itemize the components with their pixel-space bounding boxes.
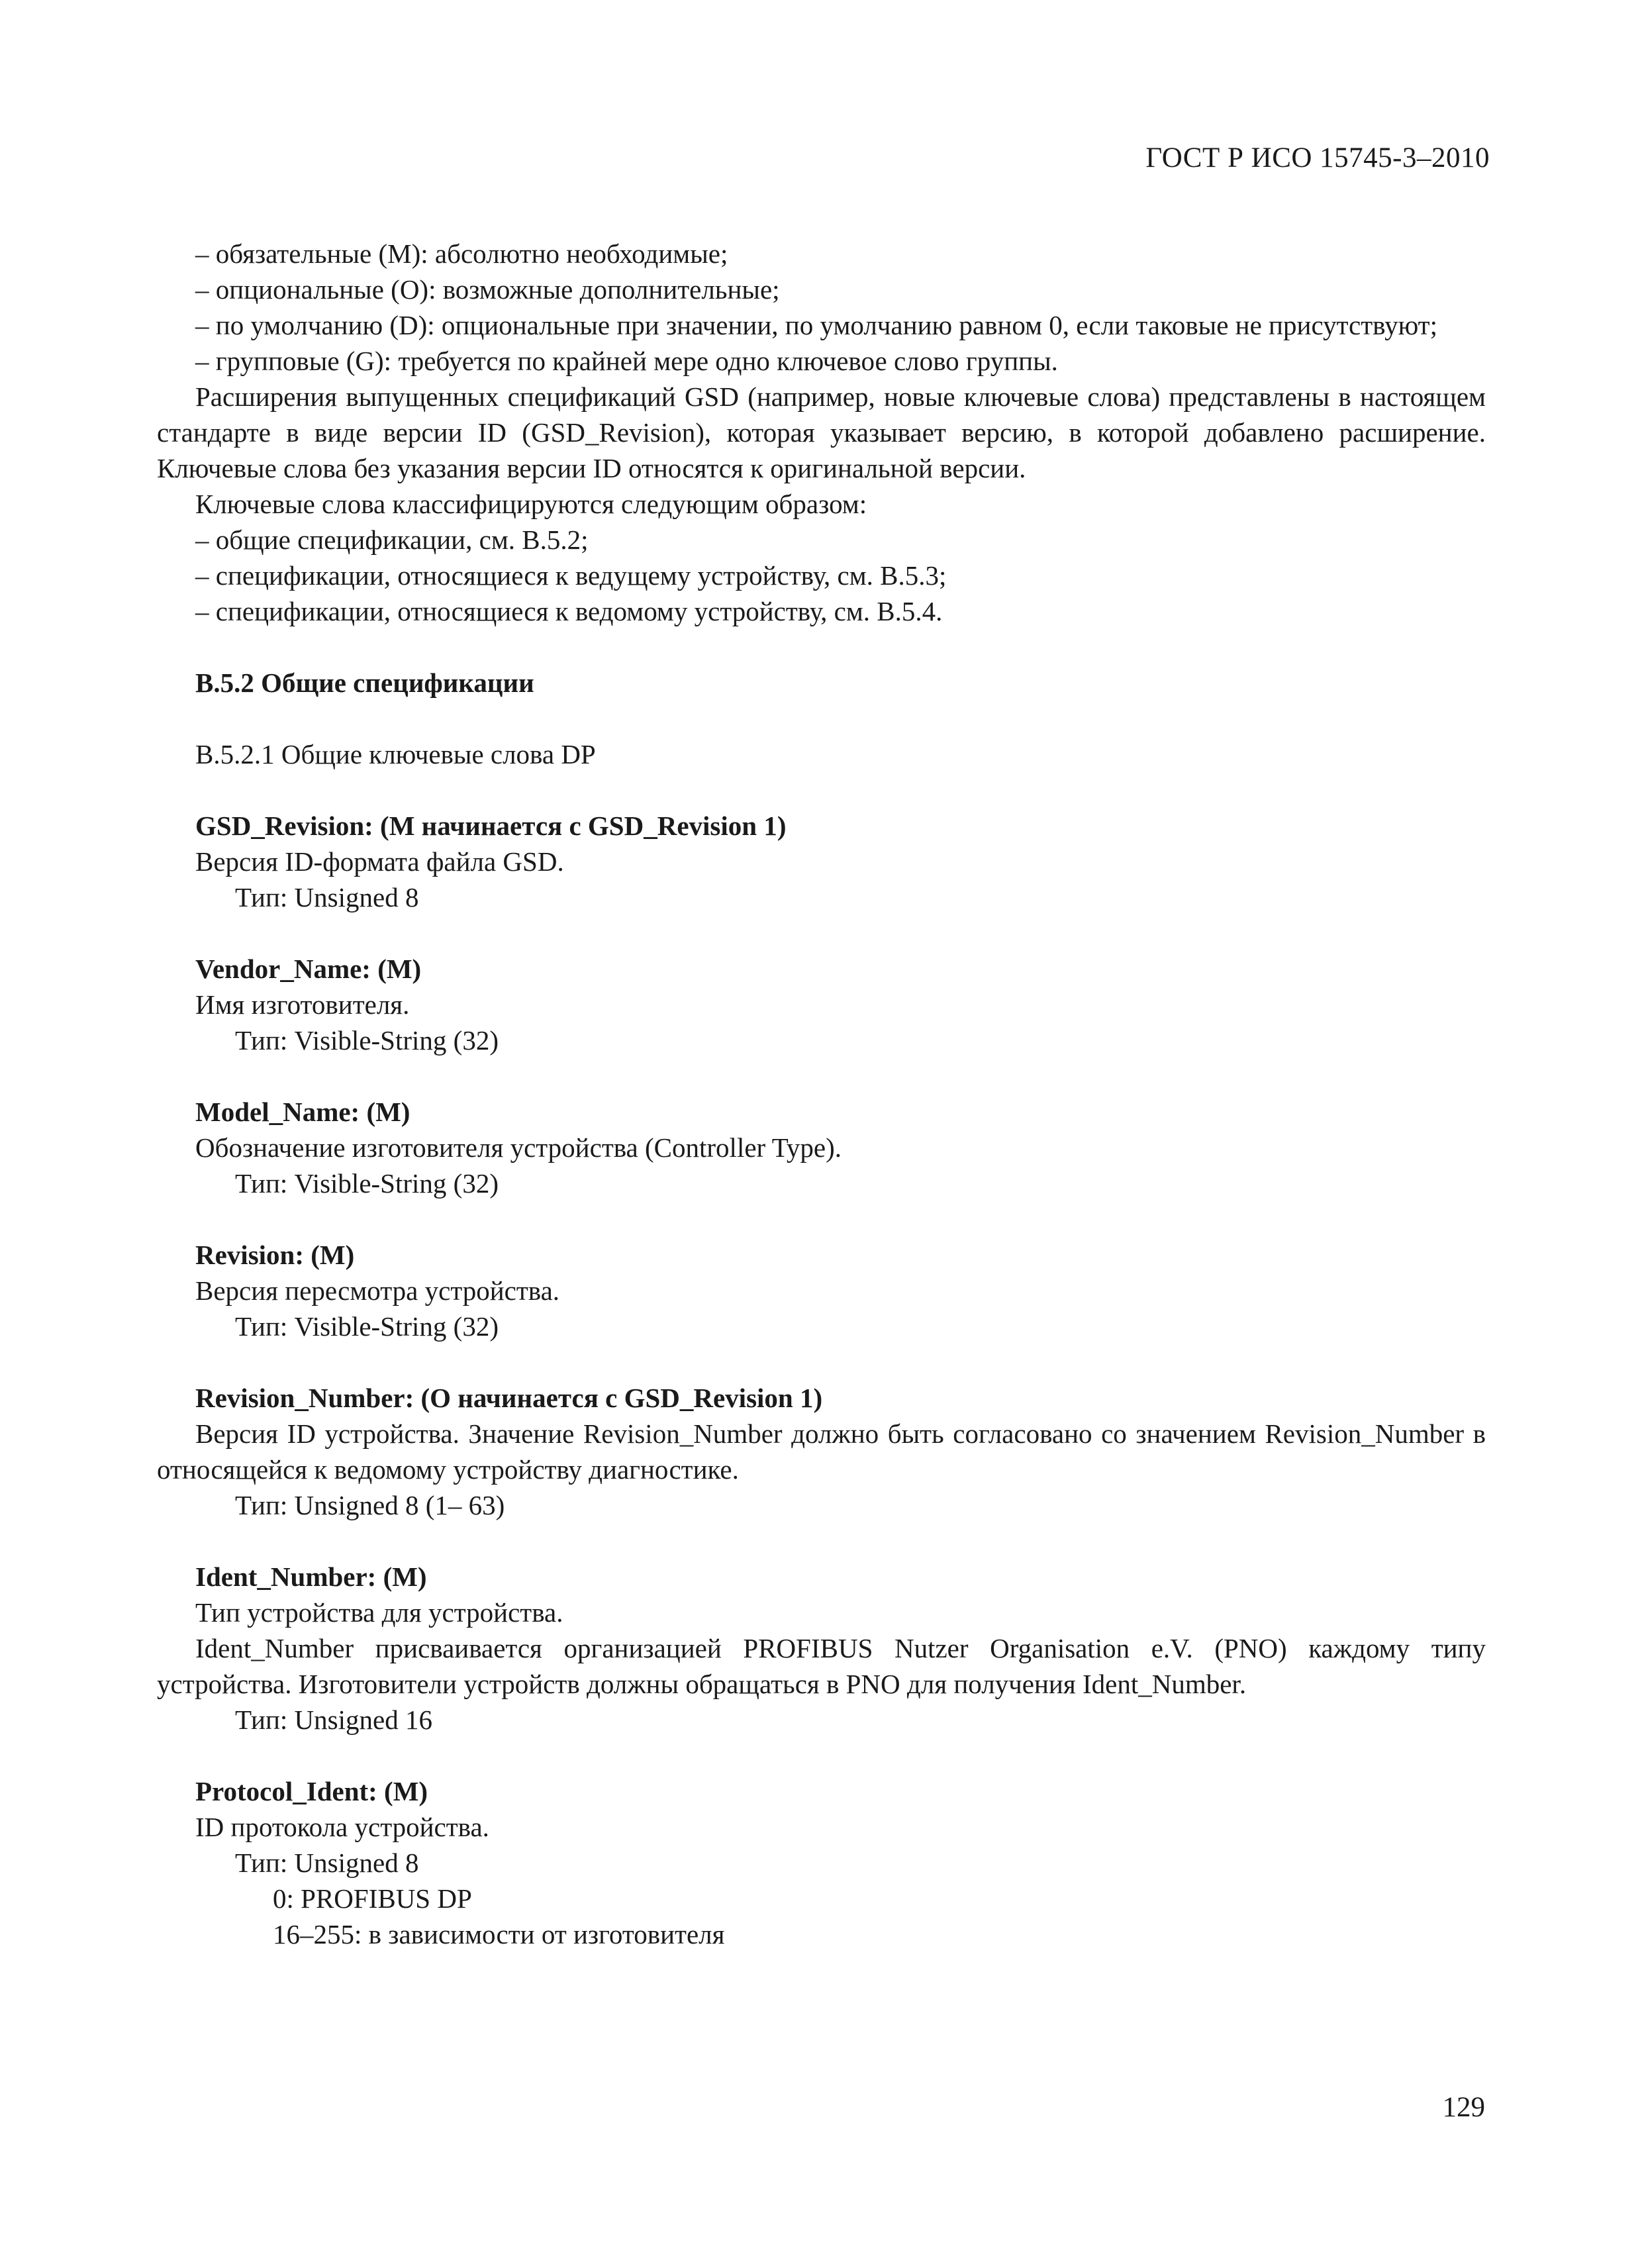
page-content (157, 236, 1486, 1952)
classification-item-master: – спецификации, относящиеся к ведущему устройству, см. В.5.3; (195, 560, 947, 591)
list-item-group: – групповые (G): требуется по крайней мере одно ключевое слово группы. (195, 346, 1058, 376)
keyword-title-revision-number: Revision_Number: (O начинается с GSD_Revision 1) (195, 1383, 823, 1413)
classification-intro: Ключевые слова классифицируются следующим образом: (195, 489, 867, 519)
keyword-type-revision-number: Тип: Unsigned 8 (1– 63) (235, 1490, 505, 1520)
list-item-mandatory: – обязательные (M): абсолютно необходимые; (195, 238, 728, 269)
classification-item-general: – общие спецификации, см. В.5.2; (195, 524, 589, 555)
spacer (157, 772, 1486, 808)
keyword-description-model-name: Обозначение изготовителя устройства (Controller Type). (195, 1132, 842, 1163)
keyword-title-model-name: Model_Name: (M) (195, 1097, 410, 1127)
classification-item-slave: – спецификации, относящиеся к ведомому устройству, см. В.5.4. (195, 596, 943, 626)
keyword-description-revision: Версия пересмотра устройства. (195, 1275, 560, 1306)
keyword-title-revision: Revision: (M) (195, 1240, 355, 1270)
page-header: ГОСТ Р ИСО 15745-3–2010 (1145, 142, 1490, 173)
keyword-description-gsd-revision: Версия ID-формата файла GSD. (195, 846, 564, 877)
keyword-description-ident-number: Тип устройства для устройства. (195, 1597, 563, 1628)
spacer (157, 629, 1486, 665)
keyword-type-ident-number: Тип: Unsigned 16 (235, 1704, 432, 1735)
keyword-title-ident-number: Ident_Number: (M) (195, 1561, 427, 1592)
keyword-type-protocol-ident: Тип: Unsigned 8 (235, 1848, 419, 1878)
keyword-description-vendor-name: Имя изготовителя. (195, 989, 410, 1020)
spacer (157, 1058, 1486, 1094)
keyword-value-protocol-ident: 16–255: в зависимости от изготовителя (273, 1919, 725, 1949)
keyword-value-protocol-ident: 0: PROFIBUS DP (273, 1883, 472, 1914)
spacer (157, 1523, 1486, 1559)
list-item-default: – по умолчанию (D): опциональные при значении, по умолчанию равном 0, если таковые не присутствуют; (195, 310, 1437, 340)
keyword-title-vendor-name: Vendor_Name: (M) (195, 954, 422, 984)
keyword-description-protocol-ident: ID протокола устройства. (195, 1812, 489, 1842)
keyword-type-vendor-name: Тип: Visible-String (32) (235, 1025, 499, 1056)
spacer (157, 1344, 1486, 1380)
spacer (157, 701, 1486, 736)
keyword-title-gsd-revision: GSD_Revision: (M начинается с GSD_Revision 1) (195, 811, 787, 841)
extensions-paragraph: Расширения выпущенных спецификаций GSD (например, новые ключевые слова) представлены в настоящем стандарте в виде версии ID (GSD_Revision), которая указывает версию, в которой добавлено расширение. Ключевые слова без указания версии ID относятся к оригинальной версии. (157, 381, 1486, 483)
keyword-description-revision-number: Версия ID устройства. Значение Revision_Number должно быть согласовано со значением Revision_Number в относящейся к ведомому устройству диагностике. (157, 1418, 1486, 1485)
keyword-type-model-name: Тип: Visible-String (32) (235, 1168, 499, 1199)
spacer (157, 915, 1486, 951)
list-item-optional: – опциональные (O): возможные дополнительные; (195, 274, 780, 305)
keyword-type-revision: Тип: Visible-String (32) (235, 1311, 499, 1342)
spacer (157, 1201, 1486, 1237)
page-number: 129 (1442, 2092, 1485, 2123)
spacer (157, 1738, 1486, 1773)
keyword-type-gsd-revision: Тип: Unsigned 8 (235, 882, 419, 912)
keyword-title-protocol-ident: Protocol_Ident: (M) (195, 1776, 428, 1806)
subsection-heading: В.5.2.1 Общие ключевые слова DP (195, 739, 596, 769)
keyword-description2-ident-number: Ident_Number присваивается организацией PROFIBUS Nutzer Organisation e.V. (PNO) каждому типу устройства. Изготовители устройств должны обращаться в PNO для получения Ident_Number. (157, 1633, 1486, 1699)
section-heading: В.5.2 Общие спецификации (195, 667, 534, 698)
